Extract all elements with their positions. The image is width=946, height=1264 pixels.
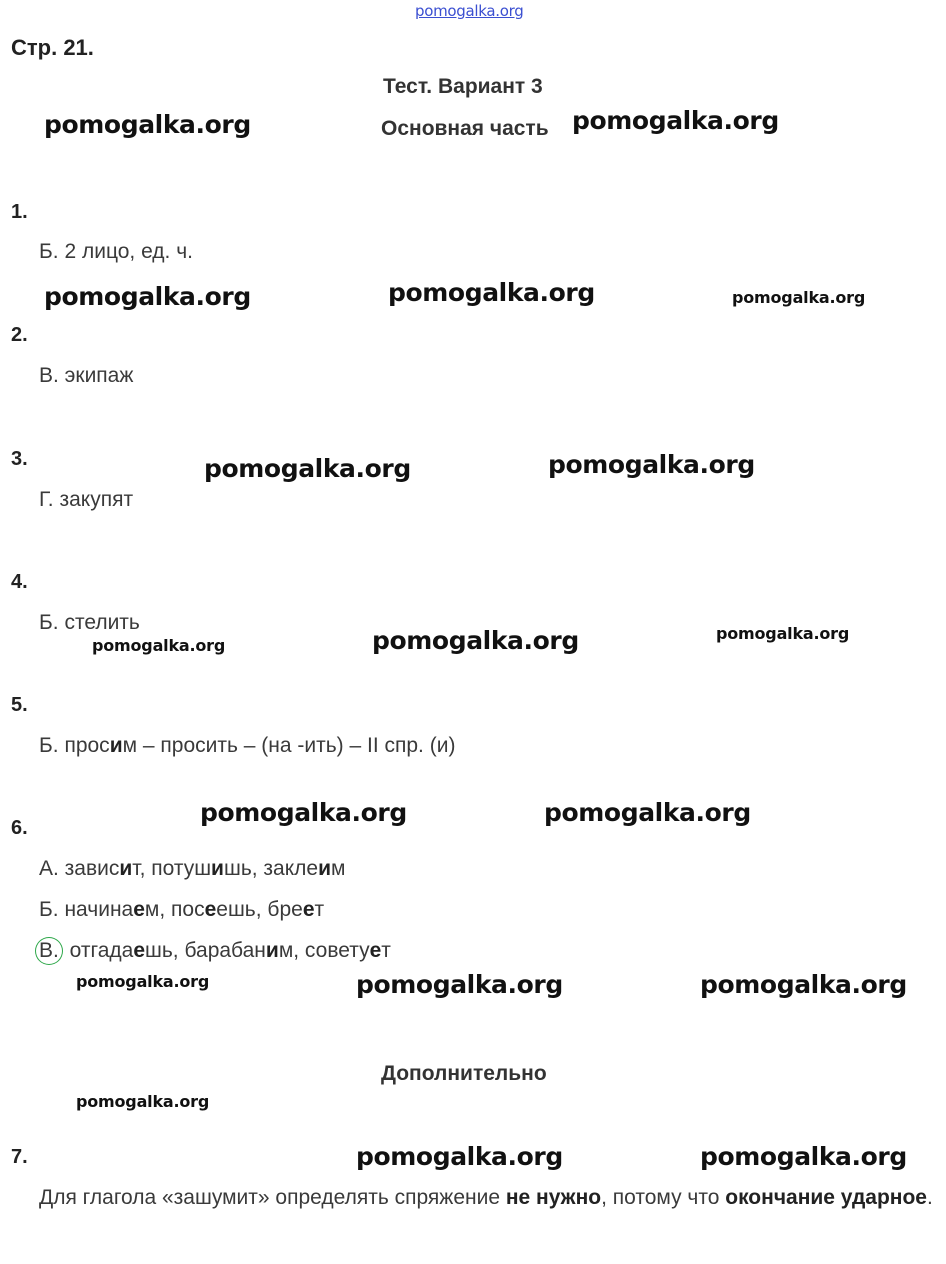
watermark: pomogalka.org [716, 624, 850, 643]
watermark: pomogalka.org [700, 1142, 907, 1171]
option-6b-letter: Б. [39, 898, 59, 921]
option-6c-selected [39, 937, 391, 965]
option-6b-text: т [314, 898, 325, 921]
header-site-link[interactable]: pomogalka.org [415, 2, 524, 20]
answer-7-bold: окончание ударное [725, 1186, 927, 1209]
answer-7-text: Для глагола «зашумит» определять спряжение [39, 1186, 506, 1209]
option-6b-bold: е [133, 898, 145, 921]
answer-7 [12, 1177, 942, 1219]
answer-7-text: , потому что [601, 1186, 726, 1209]
answer-7-text: . [927, 1186, 933, 1209]
section-extra-heading: Дополнительно [381, 1062, 547, 1085]
question-number-5: 5. [11, 694, 28, 716]
option-6a [39, 857, 345, 881]
watermark: pomogalka.org [44, 110, 251, 139]
answer-5 [39, 734, 455, 758]
question-number-3: 3. [11, 448, 28, 470]
answer-5-rest: м – просить – (на -ить) – II спр. (и) [122, 734, 456, 757]
option-6c-text: м, совету [278, 939, 370, 962]
option-6b-text: ешь, бре [216, 898, 303, 921]
option-6a-text: шь, закле [223, 857, 319, 880]
option-6a-bold: и [119, 857, 133, 880]
option-6b-bold: е [204, 898, 217, 921]
option-6c-text: т [381, 939, 391, 962]
watermark: pomogalka.org [76, 972, 210, 991]
option-6a-bold: и [211, 857, 224, 880]
watermark: pomogalka.org [372, 626, 579, 655]
watermark: pomogalka.org [44, 282, 251, 311]
question-number-6: 6. [11, 817, 28, 839]
question-number-1: 1. [11, 201, 28, 223]
option-6b [39, 898, 324, 922]
answer-3: Г. закупят [39, 488, 134, 511]
selected-answer-circle: В. [35, 937, 63, 965]
question-number-2: 2. [11, 324, 28, 346]
answer-5-prefix: Б. прос [39, 734, 110, 757]
option-6a-letter: А. [39, 857, 59, 880]
answer-2: В. экипаж [39, 364, 134, 387]
option-6c-text: шь, барабан [145, 939, 266, 962]
answer-5-ending-letter: и [109, 734, 123, 757]
watermark: pomogalka.org [548, 450, 755, 479]
watermark: pomogalka.org [76, 1092, 210, 1111]
answer-1: Б. 2 лицо, ед. ч. [39, 240, 194, 263]
option-6c-bold: и [265, 939, 279, 962]
watermark: pomogalka.org [732, 288, 866, 307]
watermark: pomogalka.org [544, 798, 751, 827]
watermark: pomogalka.org [700, 970, 907, 999]
question-number-4: 4. [11, 571, 28, 593]
option-6b-bold: е [302, 898, 315, 921]
watermark: pomogalka.org [92, 636, 226, 655]
test-title: Тест. Вариант 3 [383, 75, 543, 98]
option-6c-text: отгада [63, 939, 134, 962]
option-6a-text: м [331, 857, 346, 880]
answer-4: Б. стелить [39, 611, 140, 634]
option-6b-text: начина [58, 898, 134, 921]
question-number-7: 7. [11, 1146, 28, 1168]
answer-7-bold: не нужно [505, 1186, 602, 1209]
watermark: pomogalka.org [204, 454, 411, 483]
option-6a-bold: и [318, 857, 332, 880]
page-number: Стр. 21. [11, 35, 94, 60]
section-main-heading: Основная часть [381, 117, 549, 140]
option-6a-text: т, потуш [132, 857, 212, 880]
watermark: pomogalka.org [356, 970, 563, 999]
option-6c-bold: е [369, 939, 382, 962]
watermark: pomogalka.org [572, 106, 779, 135]
watermark: pomogalka.org [356, 1142, 563, 1171]
option-6a-text: завис [58, 857, 120, 880]
option-6b-text: м, пос [144, 898, 205, 921]
option-6c-bold: е [133, 939, 146, 962]
watermark: pomogalka.org [388, 278, 595, 307]
watermark: pomogalka.org [200, 798, 407, 827]
